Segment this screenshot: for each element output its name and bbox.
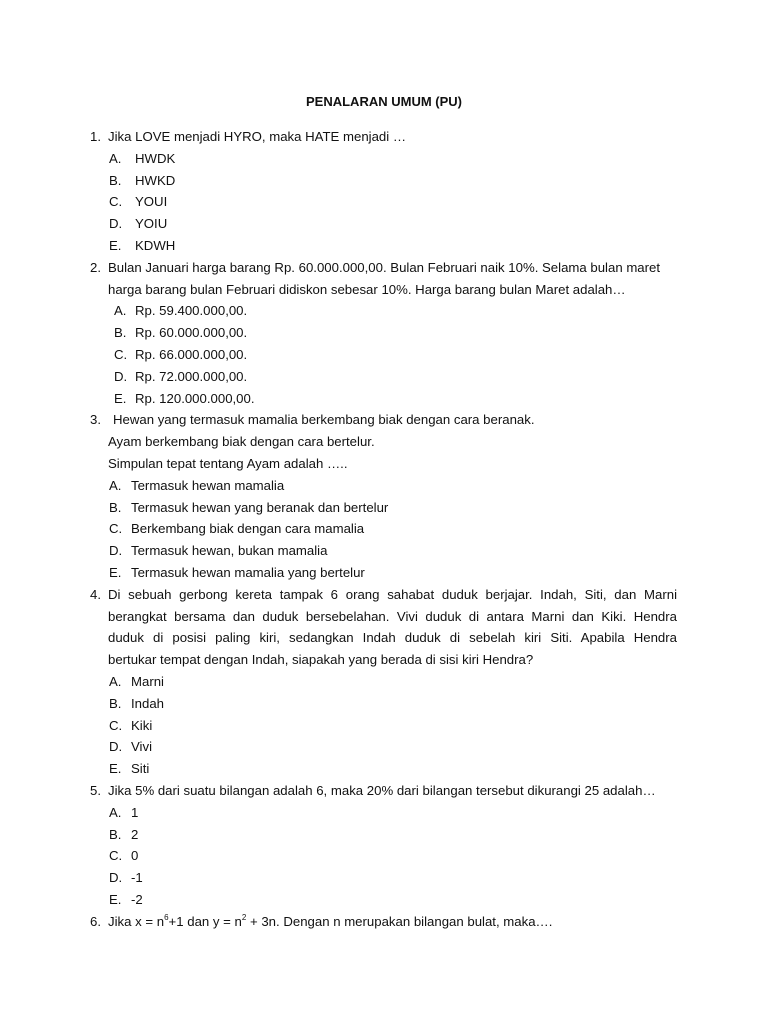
option-letter: E. [109,237,122,253]
option-letter: D. [109,543,123,559]
option-item [0,235,768,257]
option-text: -1 [131,870,143,886]
option-item [0,824,768,846]
question-text: Hewan yang termasuk mamalia berkembang biak dengan cara beranak. [113,412,535,428]
option-letter: D. [109,870,123,886]
option-item [0,497,768,519]
question-number: 5. [90,782,101,798]
option-text: 1 [131,804,139,820]
option-item [0,562,768,584]
option-text: Rp. 72.000.000,00. [135,368,248,384]
option-item [0,170,768,192]
option-item [0,715,768,737]
question-4 [0,584,768,606]
option-item [0,889,768,911]
option-letter: C. [114,346,128,362]
option-item [0,300,768,322]
option-item [0,388,768,410]
question-text-line [0,627,768,649]
question-text: Jika LOVE menjadi HYRO, maka HATE menjadi … [108,129,407,144]
option-item [0,475,768,497]
question-number: 6. [90,913,101,929]
option-item [0,867,768,889]
option-text: Vivi [131,739,153,755]
option-item [0,671,768,693]
option-letter: A. [109,804,122,820]
option-text: KDWH [135,237,176,253]
option-text: YOUI [135,194,168,210]
question-text-line [0,649,768,671]
option-item [0,693,768,715]
question-3 [0,409,768,431]
question-number: 3. [90,412,101,428]
option-letter: A. [109,673,122,689]
option-letter: E. [109,891,122,907]
option-text: HWDK [135,150,176,166]
option-item [0,148,768,170]
option-item [0,758,768,780]
option-letter: E. [109,761,122,777]
question-text: Ayam berkembang biak dengan cara bertelur. [108,434,375,450]
option-text: -2 [131,891,143,907]
option-text: Rp. 59.400.000,00. [135,303,248,319]
option-letter: D. [109,216,123,232]
option-item [0,344,768,366]
option-item [0,736,768,758]
option-letter: C. [109,848,123,864]
exponent: 2 [241,912,247,922]
option-item [0,845,768,867]
question-1 [0,126,768,148]
question-list [0,126,768,932]
option-letter: E. [109,564,122,580]
question-text: Jika 5% dari suatu bilangan adalah 6, maka 20% dari bilangan tersebut dikurangi 25 adalah… [108,782,656,798]
question-text-part: Jika x = n [108,913,165,929]
option-text: Kiki [131,717,153,733]
option-text: Termasuk hewan mamalia yang bertelur [131,564,365,580]
question-6 [0,911,768,933]
question-text: bertukar tempat dengan Indah, siapakah yang berada di sisi kiri Hendra? [108,652,534,668]
option-letter: B. [109,172,122,188]
question-5 [0,780,768,802]
option-text: Rp. 66.000.000,00. [135,346,248,362]
question-text-line [0,431,768,453]
option-text: 0 [131,848,139,864]
question-text-line [0,606,768,628]
option-text: YOIU [135,216,168,232]
question-text [108,911,552,933]
option-text: Termasuk hewan, bukan mamalia [131,543,328,559]
option-item [0,518,768,540]
question-text: berangkat bersama dan duduk bersebelahan. Vivi duduk di antara Marni dan Kiki. Hendra [108,608,677,624]
question-text: harga barang bulan Februari didiskon sebesar 10%. Harga barang bulan Maret adalah… [108,281,626,297]
exponent: 6 [164,912,169,922]
option-letter: D. [114,368,128,384]
option-letter: C. [109,717,123,733]
option-text: Berkembang biak dengan cara mamalia [131,521,365,537]
option-letter: B. [114,325,127,341]
option-text: Rp. 60.000.000,00. [135,325,248,341]
question-number: 2. [90,259,101,275]
question-2 [0,257,768,279]
option-text: Indah [131,695,165,711]
question-text-line [0,453,768,475]
option-text: Termasuk hewan yang beranak dan bertelur [131,499,389,515]
option-letter: C. [109,194,123,210]
option-letter: B. [109,695,122,711]
question-text: duduk di posisi paling kiri, sedangkan Indah duduk di sebelah kiri Siti. Apabila Hendra [108,630,677,646]
option-item [0,191,768,213]
option-item [0,802,768,824]
option-text: 2 [131,826,139,842]
question-number: 1. [90,129,101,144]
option-text: HWKD [135,172,176,188]
option-letter: B. [109,826,122,842]
option-letter: D. [109,739,123,755]
option-text: Termasuk hewan mamalia [131,477,285,493]
option-letter: C. [109,521,123,537]
option-letter: A. [114,303,127,319]
question-text-part: + 3n. Dengan n merupakan bilangan bulat, maka…. [246,913,553,929]
question-text: Di sebuah gerbong kereta tampak 6 orang sahabat duduk berjajar. Indah, Siti, dan Marni [108,586,677,602]
question-text: Simpulan tepat tentang Ayam adalah ….. [108,455,348,471]
option-text: Marni [131,673,164,689]
option-letter: A. [109,477,122,493]
option-letter: E. [114,390,127,406]
question-text-line [0,279,768,301]
question-text-part: +1 dan y = n [168,913,242,929]
option-item [0,213,768,235]
option-item [0,322,768,344]
option-letter: B. [109,499,122,515]
question-text: Bulan Januari harga barang Rp. 60.000.000,00. Bulan Februari naik 10%. Selama bulan maret [108,259,661,275]
option-item [0,540,768,562]
option-text: Rp. 120.000.000,00. [135,390,255,406]
option-item [0,366,768,388]
question-number: 4. [90,586,101,602]
option-text: Siti [131,761,150,777]
option-letter: A. [109,150,122,166]
page-title: PENALARAN UMUM (PU) [306,94,462,109]
